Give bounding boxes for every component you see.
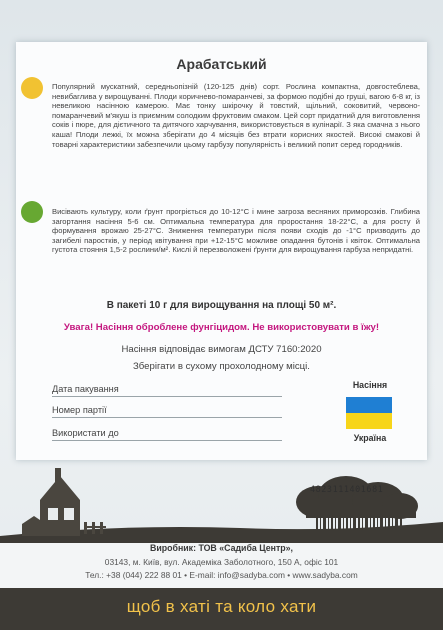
manufacturer-name: Виробник: ТОВ «Садиба Центр», bbox=[150, 543, 293, 553]
green-dot-icon bbox=[21, 201, 43, 223]
batch-number-line bbox=[52, 417, 282, 418]
batch-number-field bbox=[52, 405, 282, 418]
batch-number-label: Номер партії bbox=[52, 405, 107, 415]
variety-title: Арабатський bbox=[176, 56, 267, 72]
flag-yellow-stripe bbox=[346, 413, 392, 429]
barcode-number: 4823111401681 bbox=[310, 484, 384, 494]
yellow-dot-icon bbox=[21, 77, 43, 99]
manufacturer-contacts: Тел.: +38 (044) 222 88 01 • E-mail: info@sadyba.com • www.sadyba.com bbox=[85, 570, 358, 580]
sowing-paragraph: Висівають культуру, коли ґрунт прогріється до 10-12°С і мине загроза весняних приморозків. Глибина загортання насіння 5-6 см. Оптимальна температура для проростання 18-22°С, а для росту й формування врожаю 25-27°С. Зниження температури після появи сходів до -1°С призводить до загибелі паростків, у період квітування при +12-15°С можливе опадання бутонів і квіток. Оптимальна густота стояння 1,5-2 рослини/м². Кислі й перезволожені ґрунти для вирощування гарбуза непридатні. bbox=[52, 207, 420, 255]
pack-date-label: Дата пакування bbox=[52, 384, 119, 394]
storage-text: Зберігати в сухому прохолодному місці. bbox=[133, 361, 310, 372]
barcode-icon bbox=[316, 516, 402, 534]
slogan-text: щоб в хаті та коло хати bbox=[126, 597, 317, 616]
use-by-label: Використати до bbox=[52, 428, 119, 438]
tree-silhouette-icon bbox=[296, 476, 418, 519]
fungicide-warning: Увага! Насіння оброблене фунгіцидом. Не використовувати в їжу! bbox=[63, 322, 380, 333]
seeds-label: Насіння bbox=[352, 380, 388, 390]
flag-blue-stripe bbox=[346, 397, 392, 413]
pack-date-field bbox=[52, 384, 282, 397]
description-paragraph: Популярний мускатний, середньопізній (120-125 днів) сорт. Рослина компактна, довгостеблева, невибаглива у вирощуванні. Плоди коричнево-помаранчеві, за формою подібні до груші, вагою 6-8 кг, із невеликою насінною камерою. Має тонку шкірочку й товстий, щільний, соковитий, червоно-помаранчевий м'якуш із приємним солодким фруктовим смаком. Цей сорт придатний для виготовлення соків і пюре, для дієтичного та дитячого харчування, використовується в кулінарії. З яка смачна з нього каша! Плоди лежкі, їх можна зберігати до 4 місяців без втрати корисних якостей. Високі смакові й товарні характеристики забезпечили цьому гарбузу популярність і великий попит серед городників. bbox=[52, 82, 420, 149]
village-scene bbox=[0, 440, 443, 550]
pack-date-line bbox=[52, 396, 282, 397]
standard-text: Насіння відповідає вимогам ДСТУ 7160:2020 bbox=[121, 344, 322, 355]
country-label: Україна bbox=[353, 433, 387, 443]
packet-weight-text: В пакеті 10 г для вирощування на площі 50 м². bbox=[106, 300, 337, 311]
house-silhouette-icon bbox=[22, 468, 80, 536]
manufacturer-address: 03143, м. Київ, вул. Академіка Заболотного, 150 А, офіс 101 bbox=[104, 557, 339, 567]
ukraine-flag-icon bbox=[346, 397, 392, 429]
